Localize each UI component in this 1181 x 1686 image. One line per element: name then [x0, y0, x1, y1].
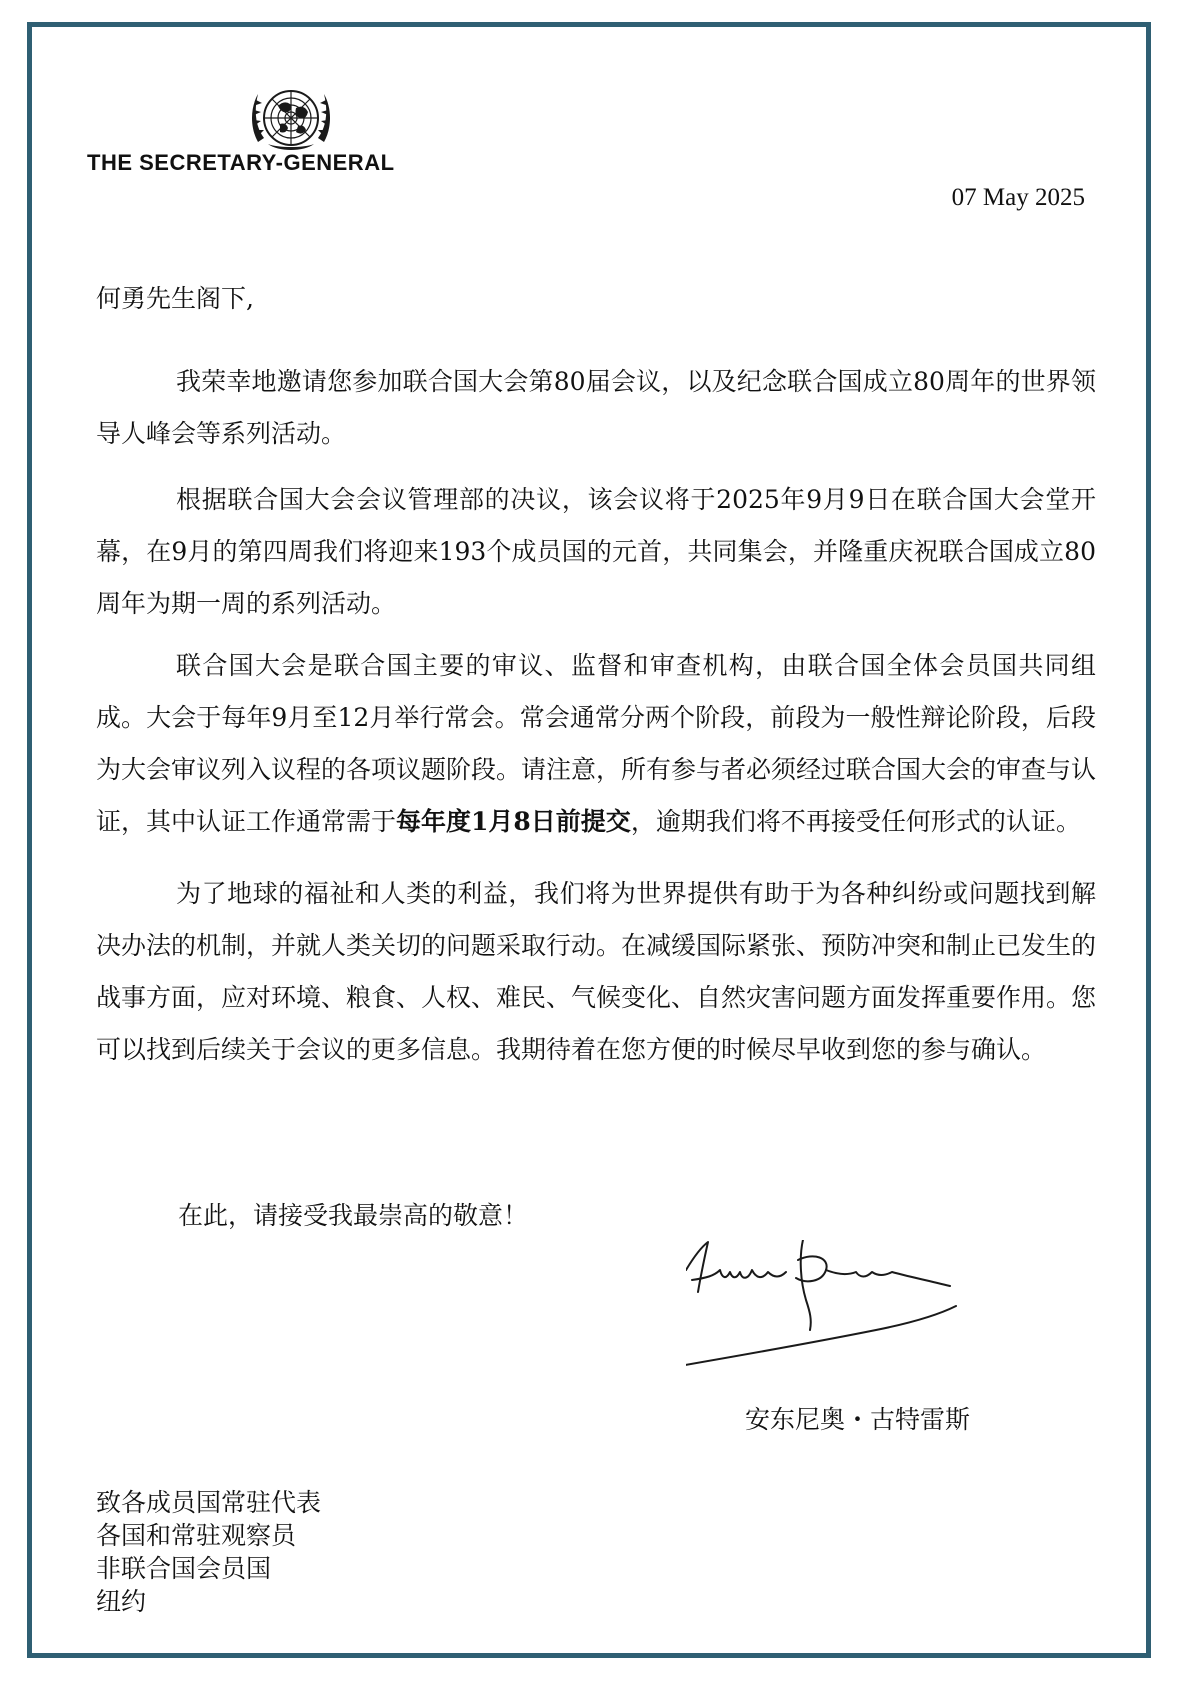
- handwritten-signature-icon: [686, 1240, 1026, 1400]
- un-emblem-icon: [248, 80, 334, 158]
- recipient-line: 非联合国会员国: [96, 1554, 272, 1583]
- paragraph-3: [96, 640, 1096, 848]
- paragraph-3-after: ，逾期我们将不再接受任何形式的认证。: [630, 807, 1081, 836]
- letter-date: 07 May 2025: [951, 184, 1085, 211]
- accreditation-deadline: 每年度1月8日前提交: [396, 807, 631, 836]
- closing-line: 在此，请接受我最崇高的敬意！: [178, 1201, 529, 1230]
- signer-name: 安东尼奥・古特雷斯: [745, 1405, 971, 1434]
- paragraph-3-before: 联合国大会是联合国主要的审议、监督和审查机构，由联合国全体会员国共同组成。大会于每年9月至12月举行常会。常会通常分两个阶段，前段为一般性辩论阶段，后段为大会审议列入议程的各项议题阶段。请注意，所有参与者必须经过联合国大会的审查与认证，其中认证工作通常需于: [96, 651, 1097, 836]
- recipient-line: 各国和常驻观察员: [96, 1521, 297, 1550]
- organization-title: THE SECRETARY-GENERAL: [87, 150, 395, 175]
- salutation: 何勇先生阁下,: [96, 284, 254, 313]
- paragraph-4: 为了地球的福祉和人类的利益，我们将为世界提供有助于为各种纠纷或问题找到解决办法的机制，并就人类关切的问题采取行动。在减缓国际紧张、预防冲突和制止已发生的战事方面，应对环境、粮食、人权、难民、气候变化、自然灾害问题方面发挥重要作用。您可以找到后续关于会议的更多信息。我期待着在您方便的时候尽早收到您的参与确认。: [96, 879, 1097, 1064]
- recipients-block: [96, 1486, 321, 1618]
- paragraph-2: 根据联合国大会会议管理部的决议，该会议将于2025年9月9日在联合国大会堂开幕，在9月的第四周我们将迎来193个成员国的元首，共同集会，并隆重庆祝联合国成立80周年为期一周的系列活动。: [96, 485, 1096, 618]
- recipient-line: 致各成员国常驻代表: [96, 1488, 322, 1517]
- paragraph-1: 我荣幸地邀请您参加联合国大会第80届会议，以及纪念联合国成立80周年的世界领导人峰会等系列活动。: [96, 367, 1096, 448]
- recipient-line: 纽约: [96, 1587, 147, 1616]
